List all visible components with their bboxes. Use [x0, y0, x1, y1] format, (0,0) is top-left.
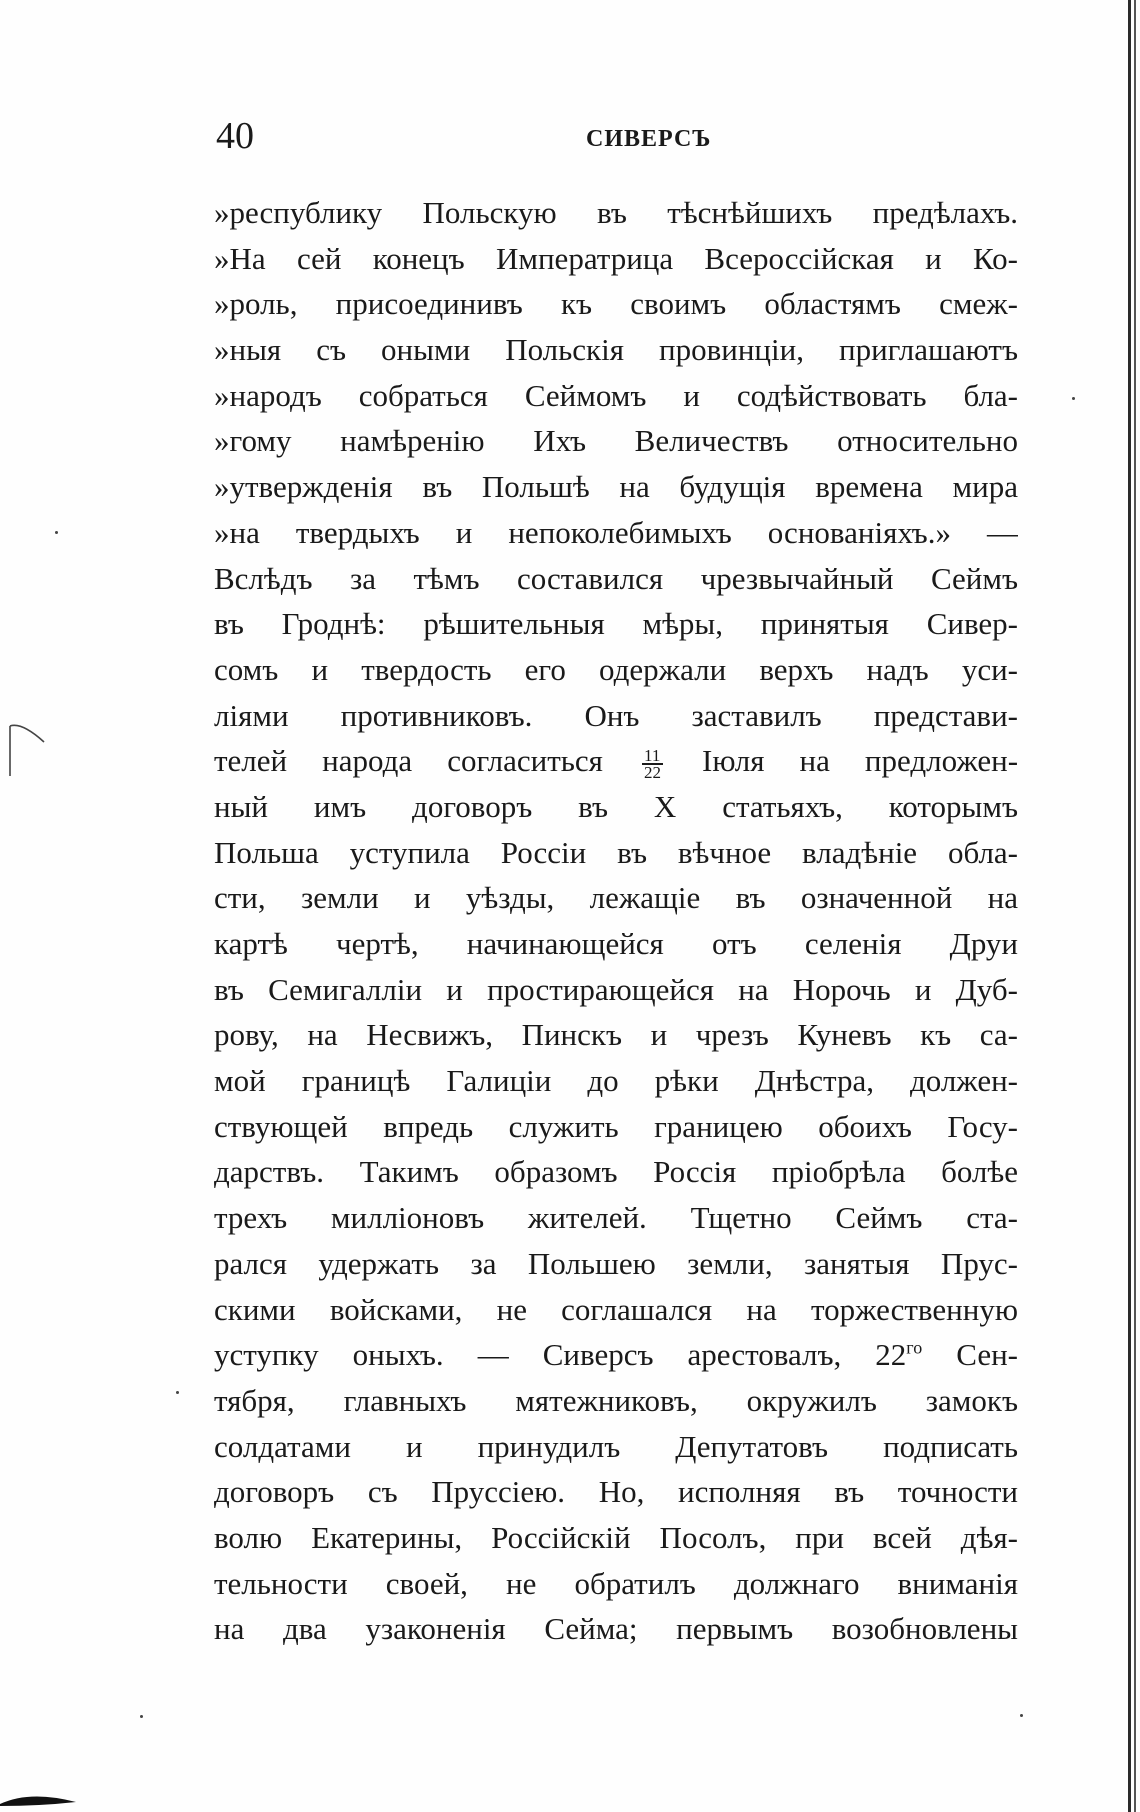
- text-line: рову, на Несвижъ, Пинскъ и чрезъ Куневъ къ са-: [214, 1017, 1018, 1053]
- text-line: солдатами и принудилъ Депутатовъ подписать: [214, 1428, 1018, 1464]
- text-line: сти, земли и уѣзды, лежащіе въ означенной на: [214, 880, 1018, 916]
- text-line: ный имъ договоръ въ X статьяхъ, которымъ: [214, 788, 1018, 824]
- date-fraction: [642, 746, 663, 783]
- text-line-with-fraction: [214, 738, 1018, 784]
- ordinal-suffix: го: [906, 1337, 923, 1358]
- text-line: тельности своей, не обратилъ должнаго вниманія: [214, 1565, 1018, 1601]
- page-number: 40: [216, 115, 254, 157]
- text-line: ствующей впредь служить границею обоихъ Госу-: [214, 1108, 1018, 1144]
- scan-speck: [176, 1391, 179, 1394]
- body-text: [214, 190, 1018, 1652]
- text-line: »ныя съ оными Польскія провинціи, приглашаютъ: [214, 332, 1018, 368]
- text-line: »народъ собраться Сеймомъ и содѣйствовать бла-: [214, 377, 1018, 413]
- text-line-with-ordinal: [214, 1332, 1018, 1378]
- text-line: Вслѣдъ за тѣмъ составился чрезвычайный Сеймъ: [214, 560, 1018, 596]
- text-segment: Сен-: [956, 1337, 1018, 1373]
- text-line: »гому намѣренію Ихъ Величествъ относительно: [214, 423, 1018, 459]
- text-line: дарствъ. Такимъ образомъ Россія пріобрѣла болѣе: [214, 1154, 1018, 1190]
- page-header: [216, 112, 1016, 172]
- text-line: »утвержденія въ Польшѣ на будущія времена мира: [214, 469, 1018, 505]
- text-line: трехъ милліоновъ жителей. Тщетно Сеймъ ста-: [214, 1200, 1018, 1236]
- margin-pencil-mark: [4, 718, 54, 778]
- text-line: »На сей конецъ Императрица Всероссійская и Ко-: [214, 240, 1018, 276]
- text-line: мой границѣ Галиціи до рѣки Днѣстра, должен-: [214, 1063, 1018, 1099]
- text-line: »роль, присоединивъ къ своимъ областямъ смеж-: [214, 286, 1018, 322]
- page-edge-shadow-outer: [1134, 0, 1136, 1812]
- text-line: скими войсками, не соглашался на торжественную: [214, 1291, 1018, 1327]
- text-line: въ Семигалліи и простирающейся на Норочь и Дуб-: [214, 971, 1018, 1007]
- scan-speck: [1072, 397, 1075, 400]
- fraction-numerator: 11: [642, 748, 663, 765]
- text-segment: телей народа согласиться: [214, 743, 603, 779]
- ink-blot: [0, 1786, 80, 1806]
- text-segment: Іюля на предложен-: [702, 743, 1018, 779]
- text-line: Польша уступила Россіи въ вѣчное владѣніе обла-: [214, 834, 1018, 870]
- scan-speck: [1020, 1714, 1023, 1717]
- fraction-denominator: 22: [643, 763, 661, 783]
- text-segment: уступку оныхъ. — Сиверсъ арестовалъ, 22: [214, 1337, 907, 1373]
- text-line: договоръ съ Пруссіею. Но, исполняя въ точности: [214, 1474, 1018, 1510]
- running-title: СИВЕРСЪ: [586, 126, 712, 152]
- text-line: на два узаконенія Сейма; первымъ возобновлены: [214, 1611, 1018, 1647]
- text-line: »республику Польскую въ тѣснѣйшихъ предѣлахъ.: [214, 195, 1018, 230]
- text-line: въ Гроднѣ: рѣшительныя мѣры, принятыя Сивер-: [214, 606, 1018, 642]
- text-line: картѣ чертѣ, начинающейся отъ селенія Друи: [214, 926, 1018, 961]
- text-line: тября, главныхъ мятежниковъ, окружилъ замокъ: [214, 1382, 1018, 1418]
- page-edge-shadow: [1128, 0, 1131, 1812]
- scan-speck: [140, 1715, 143, 1718]
- text-line: ліями противниковъ. Онъ заставилъ представи-: [214, 697, 1018, 733]
- text-line: »на твердыхъ и непоколебимыхъ основаніяхъ.» —: [214, 514, 1018, 550]
- scan-speck: [55, 531, 58, 534]
- text-line: волю Екатерины, Россійскій Посолъ, при всей дѣя-: [214, 1519, 1018, 1555]
- text-line: рался удержать за Польшею земли, занятыя Прус-: [214, 1245, 1018, 1281]
- text-line: сомъ и твердость его одержали верхъ надъ уси-: [214, 651, 1018, 687]
